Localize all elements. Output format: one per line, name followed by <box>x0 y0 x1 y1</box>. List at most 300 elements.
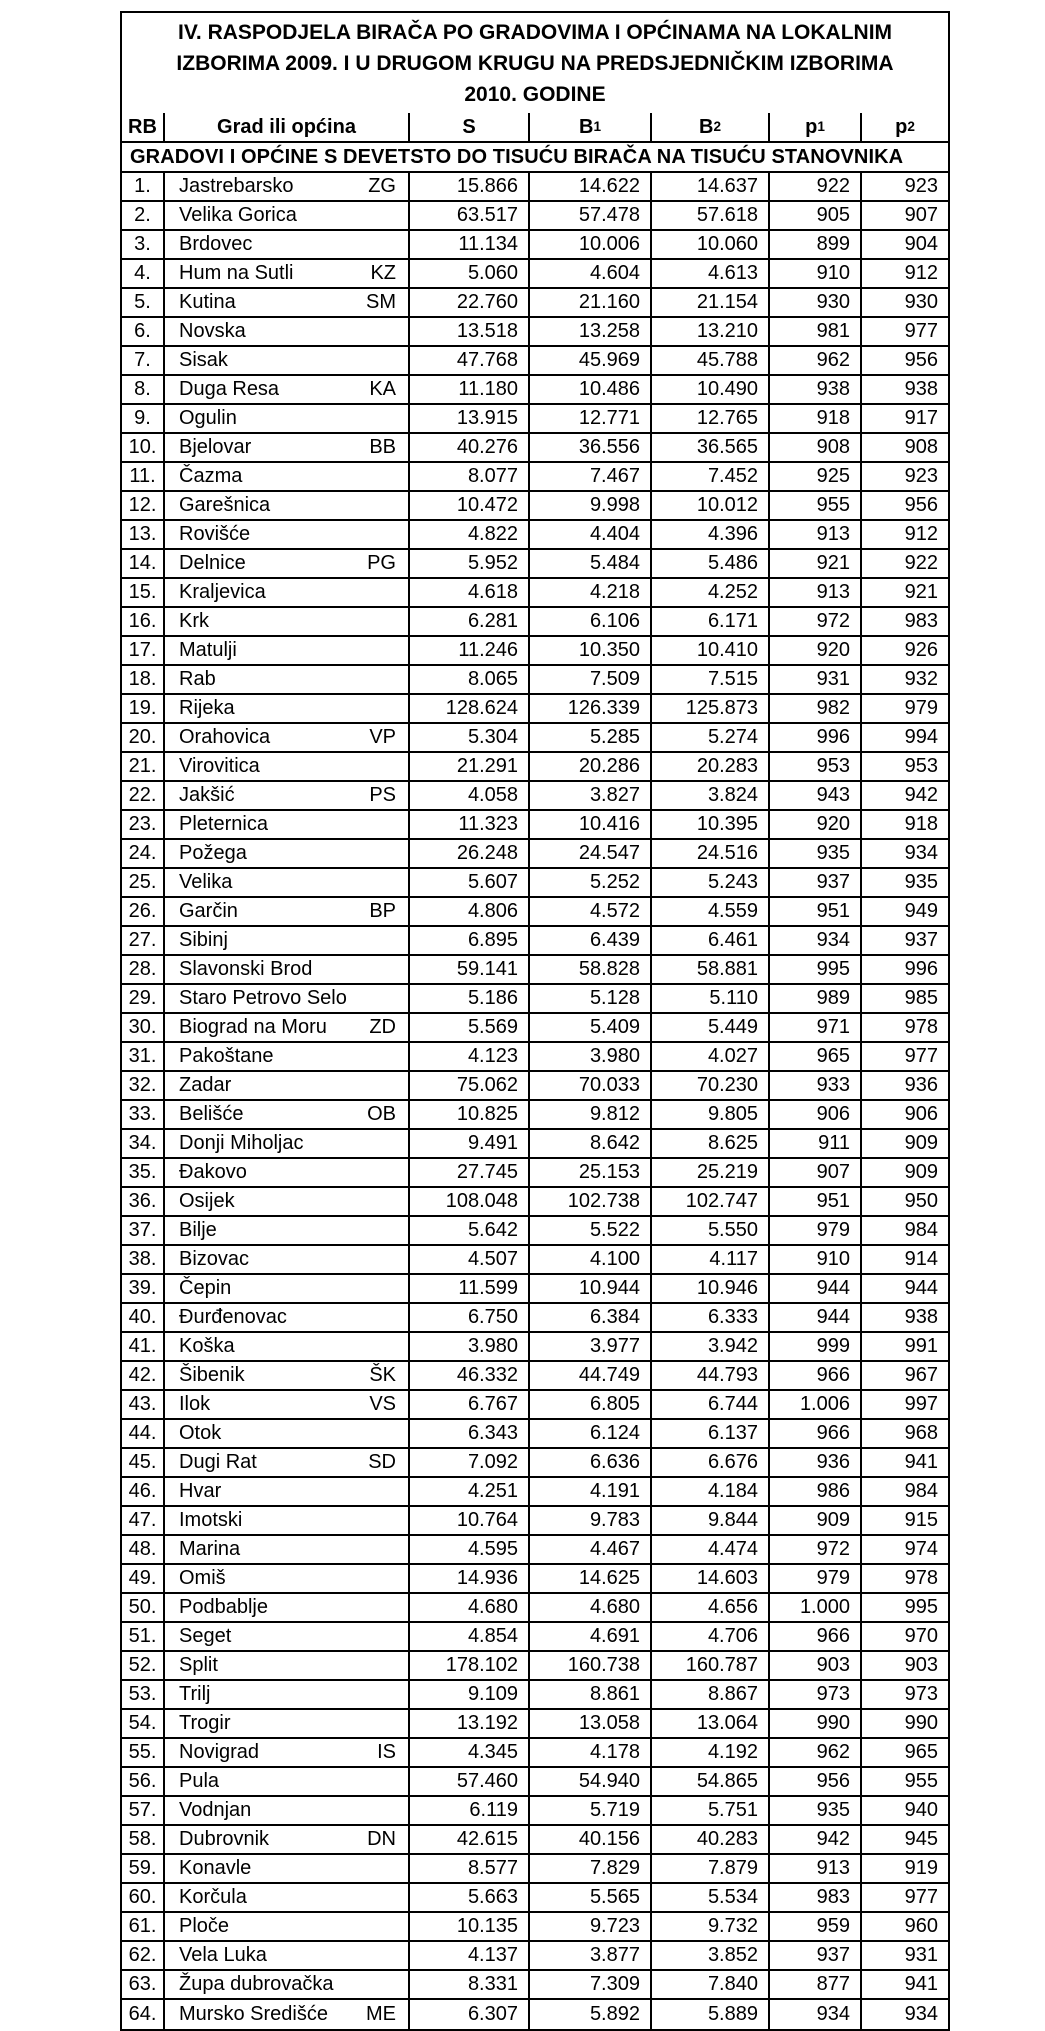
name-cell <box>163 724 408 751</box>
table-row <box>122 1826 948 1855</box>
s-cell: 63.517 <box>408 202 528 229</box>
b1-cell: 6.106 <box>528 608 650 635</box>
rb-cell: 42. <box>128 1364 157 1386</box>
b2-cell: 21.154 <box>650 289 768 316</box>
s-cell: 10.764 <box>408 1507 528 1534</box>
p2-cell: 977 <box>860 318 948 345</box>
rb-cell: 51. <box>128 1625 157 1647</box>
s-cell: 15.866 <box>408 173 528 200</box>
b1-cell: 9.723 <box>528 1913 650 1940</box>
city-name: Omiš <box>179 1567 226 1589</box>
p2-cell: 965 <box>860 1739 948 1766</box>
name-cell <box>163 347 408 374</box>
city-name: Župa dubrovačka <box>179 1973 334 1995</box>
s-cell: 4.854 <box>408 1623 528 1650</box>
b1-cell: 7.509 <box>528 666 650 693</box>
p1-cell: 937 <box>768 869 860 896</box>
name-cell <box>163 1478 408 1505</box>
county-code: IS <box>377 1741 396 1763</box>
s-cell: 22.760 <box>408 289 528 316</box>
b1-cell: 6.384 <box>528 1304 650 1331</box>
city-name: Brdovec <box>179 233 253 255</box>
b1-cell: 20.286 <box>528 753 650 780</box>
s-cell: 14.936 <box>408 1565 528 1592</box>
rb-cell: 16. <box>128 610 157 632</box>
p1-cell: 906 <box>768 1101 860 1128</box>
b2-cell: 14.603 <box>650 1565 768 1592</box>
table-row <box>122 1072 948 1101</box>
p2-cell: 917 <box>860 405 948 432</box>
table-row <box>122 1014 948 1043</box>
rb-cell: 30. <box>128 1016 157 1038</box>
city-name: Čazma <box>179 465 243 487</box>
table-row <box>122 405 948 434</box>
p2-cell: 955 <box>860 1768 948 1795</box>
s-cell: 4.822 <box>408 521 528 548</box>
p1-cell: 966 <box>768 1420 860 1447</box>
p2-cell: 956 <box>860 492 948 519</box>
county-code: ME <box>366 2003 396 2025</box>
p1-cell: 913 <box>768 521 860 548</box>
table-row <box>122 2000 948 2029</box>
name-cell <box>163 608 408 635</box>
city-name: Kraljevica <box>179 581 266 603</box>
p2-cell: 912 <box>860 521 948 548</box>
table-row <box>122 637 948 666</box>
p1-cell: 910 <box>768 1246 860 1273</box>
p2-cell: 977 <box>860 1043 948 1070</box>
table-row <box>122 753 948 782</box>
name-cell <box>163 1826 408 1853</box>
b1-cell: 3.877 <box>528 1942 650 1969</box>
city-name: Đakovo <box>179 1161 247 1183</box>
p1-cell: 922 <box>768 173 860 200</box>
city-name: Osijek <box>179 1190 235 1212</box>
b2-cell: 6.137 <box>650 1420 768 1447</box>
name-cell <box>163 1101 408 1128</box>
p2-cell: 984 <box>860 1217 948 1244</box>
p1-cell: 995 <box>768 956 860 983</box>
city-name: Vela Luka <box>179 1944 267 1966</box>
s-cell: 9.109 <box>408 1681 528 1708</box>
p1-cell: 910 <box>768 260 860 287</box>
table-row <box>122 260 948 289</box>
table-row <box>122 347 948 376</box>
s-cell: 75.062 <box>408 1072 528 1099</box>
b1-cell: 5.719 <box>528 1797 650 1824</box>
city-name: Dubrovnik <box>179 1828 270 1850</box>
s-cell: 6.343 <box>408 1420 528 1447</box>
table-row <box>122 1971 948 2000</box>
rb-cell: 4. <box>134 262 151 284</box>
b1-cell: 21.160 <box>528 289 650 316</box>
s-cell: 13.192 <box>408 1710 528 1737</box>
name-cell <box>163 1507 408 1534</box>
b1-cell: 7.829 <box>528 1855 650 1882</box>
table-row <box>122 1913 948 1942</box>
table-row <box>122 1043 948 1072</box>
b2-cell: 44.793 <box>650 1362 768 1389</box>
name-cell <box>163 666 408 693</box>
b2-cell: 9.732 <box>650 1913 768 1940</box>
table-row <box>122 376 948 405</box>
p1-cell: 979 <box>768 1217 860 1244</box>
table-row <box>122 695 948 724</box>
b1-cell: 6.124 <box>528 1420 650 1447</box>
name-cell <box>163 1565 408 1592</box>
p1-cell: 962 <box>768 347 860 374</box>
col-header-b2: B 2 <box>650 113 768 141</box>
p2-cell: 930 <box>860 289 948 316</box>
county-code: DN <box>367 1828 396 1850</box>
b2-cell: 4.252 <box>650 579 768 606</box>
table-row <box>122 1275 948 1304</box>
b1-cell: 14.625 <box>528 1565 650 1592</box>
b1-cell: 7.309 <box>528 1971 650 1998</box>
p2-cell: 974 <box>860 1536 948 1563</box>
rb-cell: 50. <box>128 1596 157 1618</box>
table-row <box>122 1101 948 1130</box>
s-cell: 4.806 <box>408 898 528 925</box>
s-cell: 4.680 <box>408 1594 528 1621</box>
name-cell <box>163 1014 408 1041</box>
s-cell: 108.048 <box>408 1188 528 1215</box>
county-code: KA <box>369 378 396 400</box>
name-cell <box>163 1304 408 1331</box>
rb-cell: 2. <box>134 204 151 226</box>
table-row <box>122 521 948 550</box>
rb-cell: 24. <box>128 842 157 864</box>
table-row <box>122 1478 948 1507</box>
p2-cell: 923 <box>860 463 948 490</box>
col-header-rb-label: RB <box>128 115 157 138</box>
p1-cell: 877 <box>768 1971 860 1998</box>
city-name: Hvar <box>179 1480 222 1502</box>
b2-cell: 24.516 <box>650 840 768 867</box>
b2-cell: 4.656 <box>650 1594 768 1621</box>
s-cell: 4.123 <box>408 1043 528 1070</box>
b2-cell: 5.751 <box>650 1797 768 1824</box>
p1-cell: 979 <box>768 1565 860 1592</box>
b2-cell: 3.824 <box>650 782 768 809</box>
b1-cell: 5.252 <box>528 869 650 896</box>
table-row <box>122 1246 948 1275</box>
b1-cell: 4.178 <box>528 1739 650 1766</box>
table-title <box>122 13 948 113</box>
b2-cell: 45.788 <box>650 347 768 374</box>
p2-cell: 995 <box>860 1594 948 1621</box>
p1-cell: 959 <box>768 1913 860 1940</box>
b2-cell: 13.210 <box>650 318 768 345</box>
name-cell <box>163 1855 408 1882</box>
s-cell: 46.332 <box>408 1362 528 1389</box>
b1-cell: 4.604 <box>528 260 650 287</box>
city-name: Delnice <box>179 552 246 574</box>
b1-cell: 3.977 <box>528 1333 650 1360</box>
name-cell <box>163 1246 408 1273</box>
b2-cell: 57.618 <box>650 202 768 229</box>
name-cell <box>163 492 408 519</box>
name-cell <box>163 956 408 983</box>
b1-cell: 57.478 <box>528 202 650 229</box>
p1-cell: 953 <box>768 753 860 780</box>
rb-cell: 59. <box>128 1857 157 1879</box>
city-name: Virovitica <box>179 755 260 777</box>
name-cell <box>163 1420 408 1447</box>
rb-cell: 60. <box>128 1886 157 1908</box>
county-code: PS <box>369 784 396 806</box>
table-row <box>122 1130 948 1159</box>
rb-cell: 10. <box>128 436 157 458</box>
b2-cell: 4.706 <box>650 1623 768 1650</box>
p2-cell: 926 <box>860 637 948 664</box>
s-cell: 13.518 <box>408 318 528 345</box>
b2-cell: 36.565 <box>650 434 768 461</box>
city-name: Otok <box>179 1422 222 1444</box>
p1-cell: 918 <box>768 405 860 432</box>
s-cell: 8.577 <box>408 1855 528 1882</box>
b2-cell: 6.676 <box>650 1449 768 1476</box>
table-row <box>122 1449 948 1478</box>
p1-cell: 951 <box>768 898 860 925</box>
name-cell <box>163 463 408 490</box>
p2-cell: 909 <box>860 1159 948 1186</box>
rb-cell: 14. <box>128 552 157 574</box>
rb-cell: 29. <box>128 987 157 1009</box>
table-row <box>122 666 948 695</box>
table-row <box>122 1217 948 1246</box>
city-name: Marina <box>179 1538 241 1560</box>
b2-cell: 5.110 <box>650 985 768 1012</box>
b1-cell: 36.556 <box>528 434 650 461</box>
rb-cell: 44. <box>128 1422 157 1444</box>
s-cell: 21.291 <box>408 753 528 780</box>
table-row <box>122 956 948 985</box>
rb-cell: 31. <box>128 1045 157 1067</box>
county-code: ZG <box>368 175 396 197</box>
city-name: Pleternica <box>179 813 268 835</box>
table-row <box>122 1884 948 1913</box>
table-row <box>122 840 948 869</box>
p2-cell: 914 <box>860 1246 948 1273</box>
county-code: KZ <box>370 262 396 284</box>
s-cell: 40.276 <box>408 434 528 461</box>
table-body <box>122 173 948 2029</box>
b2-cell: 5.550 <box>650 1217 768 1244</box>
b1-cell: 8.861 <box>528 1681 650 1708</box>
p2-cell: 979 <box>860 695 948 722</box>
table-row <box>122 1362 948 1391</box>
name-cell <box>163 811 408 838</box>
b2-cell: 102.747 <box>650 1188 768 1215</box>
p1-cell: 973 <box>768 1681 860 1708</box>
name-cell <box>163 695 408 722</box>
b1-cell: 4.100 <box>528 1246 650 1273</box>
s-cell: 11.134 <box>408 231 528 258</box>
b1-cell: 126.339 <box>528 695 650 722</box>
name-cell <box>163 1275 408 1302</box>
b2-cell: 6.333 <box>650 1304 768 1331</box>
p2-cell: 941 <box>860 1449 948 1476</box>
city-name: Staro Petrovo Selo <box>179 987 347 1009</box>
table-row <box>122 927 948 956</box>
s-cell: 4.507 <box>408 1246 528 1273</box>
city-name: Slavonski Brod <box>179 958 313 980</box>
s-cell: 5.607 <box>408 869 528 896</box>
s-cell: 5.060 <box>408 260 528 287</box>
b1-cell: 4.191 <box>528 1478 650 1505</box>
s-cell: 5.304 <box>408 724 528 751</box>
p1-cell: 931 <box>768 666 860 693</box>
p2-cell: 912 <box>860 260 948 287</box>
table-row <box>122 492 948 521</box>
p1-cell: 956 <box>768 1768 860 1795</box>
p2-cell: 968 <box>860 1420 948 1447</box>
p2-cell: 922 <box>860 550 948 577</box>
city-name: Sibinj <box>179 929 228 951</box>
table-row <box>122 1594 948 1623</box>
rb-cell: 55. <box>128 1741 157 1763</box>
col-header-s-label: S <box>462 115 476 138</box>
name-cell <box>163 1971 408 1998</box>
b2-cell: 6.744 <box>650 1391 768 1418</box>
rb-cell: 9. <box>134 407 151 429</box>
b1-cell: 70.033 <box>528 1072 650 1099</box>
col-header-rb <box>122 113 163 141</box>
city-name: Novska <box>179 320 246 342</box>
p1-cell: 920 <box>768 637 860 664</box>
section-header: GRADOVI I OPĆINE S DEVETSTO DO TISUĆU BIRAČA NA TISUĆU STANOVNIKA <box>122 143 948 173</box>
p2-cell: 934 <box>860 840 948 867</box>
p1-cell: 935 <box>768 1797 860 1824</box>
b1-cell: 5.484 <box>528 550 650 577</box>
county-code: BP <box>369 900 396 922</box>
name-cell <box>163 1130 408 1157</box>
city-name: Rab <box>179 668 216 690</box>
rb-cell: 26. <box>128 900 157 922</box>
s-cell: 8.065 <box>408 666 528 693</box>
b1-cell: 7.467 <box>528 463 650 490</box>
s-cell: 5.952 <box>408 550 528 577</box>
b1-cell: 102.738 <box>528 1188 650 1215</box>
b1-cell: 4.467 <box>528 1536 650 1563</box>
s-cell: 6.281 <box>408 608 528 635</box>
p2-cell: 908 <box>860 434 948 461</box>
b2-cell: 9.805 <box>650 1101 768 1128</box>
p2-cell: 991 <box>860 1333 948 1360</box>
p1-cell: 933 <box>768 1072 860 1099</box>
table-row <box>122 1188 948 1217</box>
city-name: Požega <box>179 842 247 864</box>
name-cell <box>163 1913 408 1940</box>
city-name: Vodnjan <box>179 1799 252 1821</box>
name-cell <box>163 1942 408 1969</box>
p1-cell: 965 <box>768 1043 860 1070</box>
rb-cell: 37. <box>128 1219 157 1241</box>
city-name: Bizovac <box>179 1248 250 1270</box>
p2-cell: 931 <box>860 1942 948 1969</box>
p1-cell: 944 <box>768 1275 860 1302</box>
name-cell <box>163 1768 408 1795</box>
col-header-p2: p 2 <box>860 113 948 141</box>
p1-cell: 925 <box>768 463 860 490</box>
rb-cell: 21. <box>128 755 157 777</box>
county-code: SD <box>368 1451 396 1473</box>
county-code: OB <box>367 1103 396 1125</box>
table-row <box>122 1710 948 1739</box>
p2-cell: 985 <box>860 985 948 1012</box>
column-header-row <box>122 113 948 143</box>
s-cell: 6.767 <box>408 1391 528 1418</box>
s-cell: 9.491 <box>408 1130 528 1157</box>
b1-cell: 13.258 <box>528 318 650 345</box>
p2-cell: 970 <box>860 1623 948 1650</box>
b2-cell: 6.461 <box>650 927 768 954</box>
b2-cell: 3.942 <box>650 1333 768 1360</box>
p1-cell: 983 <box>768 1884 860 1911</box>
table-row <box>122 289 948 318</box>
city-name: Orahovica <box>179 726 271 748</box>
s-cell: 5.186 <box>408 985 528 1012</box>
city-name: Jastrebarsko <box>179 175 294 197</box>
rb-cell: 17. <box>128 639 157 661</box>
b1-cell: 44.749 <box>528 1362 650 1389</box>
b1-cell: 13.058 <box>528 1710 650 1737</box>
b2-cell: 4.184 <box>650 1478 768 1505</box>
s-cell: 11.246 <box>408 637 528 664</box>
city-name: Ilok <box>179 1393 211 1415</box>
table-row <box>122 608 948 637</box>
col-header-name-label: Grad ili općina <box>217 115 356 138</box>
p1-cell: 996 <box>768 724 860 751</box>
city-name: Korčula <box>179 1886 247 1908</box>
b2-cell: 6.171 <box>650 608 768 635</box>
b1-cell: 4.218 <box>528 579 650 606</box>
name-cell <box>163 405 408 432</box>
rb-cell: 20. <box>128 726 157 748</box>
name-cell <box>163 318 408 345</box>
name-cell <box>163 289 408 316</box>
b2-cell: 4.027 <box>650 1043 768 1070</box>
b1-cell: 5.892 <box>528 2000 650 2029</box>
p2-cell: 983 <box>860 608 948 635</box>
rb-cell: 13. <box>128 523 157 545</box>
county-code: ŠK <box>369 1364 396 1386</box>
p1-cell: 966 <box>768 1623 860 1650</box>
b2-cell: 4.192 <box>650 1739 768 1766</box>
rb-cell: 8. <box>134 378 151 400</box>
name-cell <box>163 231 408 258</box>
rb-cell: 33. <box>128 1103 157 1125</box>
s-cell: 26.248 <box>408 840 528 867</box>
s-cell: 4.251 <box>408 1478 528 1505</box>
voter-distribution-table <box>120 11 950 2031</box>
name-cell <box>163 840 408 867</box>
b2-cell: 5.449 <box>650 1014 768 1041</box>
p1-cell: 989 <box>768 985 860 1012</box>
b1-cell: 9.998 <box>528 492 650 519</box>
p2-cell: 904 <box>860 231 948 258</box>
p1-cell: 938 <box>768 376 860 403</box>
p2-cell: 973 <box>860 1681 948 1708</box>
name-cell <box>163 1333 408 1360</box>
name-cell <box>163 1710 408 1737</box>
city-name: Novigrad <box>179 1741 260 1763</box>
rb-cell: 54. <box>128 1712 157 1734</box>
p1-cell: 908 <box>768 434 860 461</box>
rb-cell: 62. <box>128 1944 157 1966</box>
p2-cell: 938 <box>860 1304 948 1331</box>
